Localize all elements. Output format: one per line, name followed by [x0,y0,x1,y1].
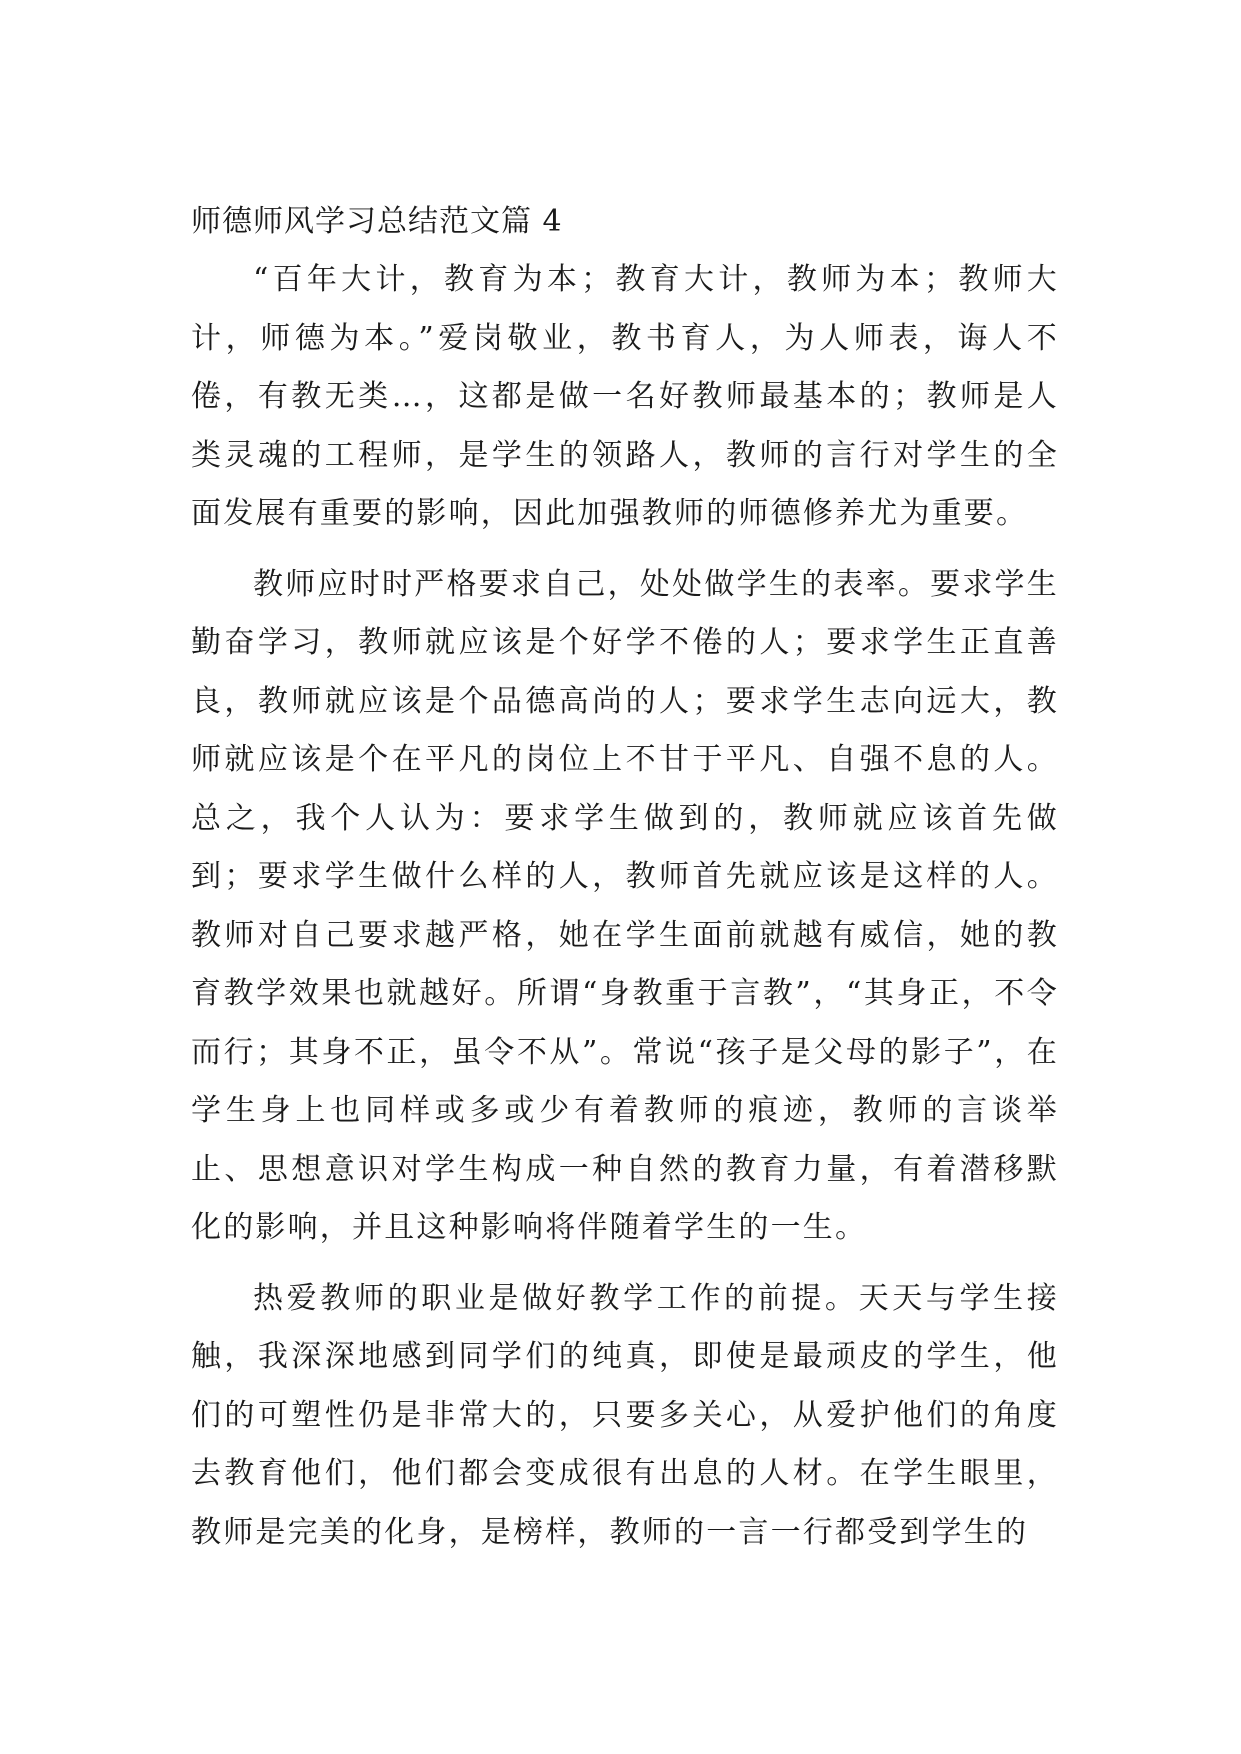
paragraph: 教师应时时严格要求自己，处处做学生的表率。要求学生勤奋学习，教师就应该是个好学不倦的人；要求学生正直善良，教师就应该是个品德高尚的人；要求学生志向远大，教师就应该是个在平凡的岗位上不甘于平凡、自强不息的人。总之，我个人认为：要求学生做到的，教师就应该首先做到；要求学生做什么样的人，教师首先就应该是这样的人。教师对自己要求越严格，她在学生面前就越有威信，她的教育教学效果也就越好。所谓“身教重于言教”，“其身正，不令而行；其身不正，虽令不从”。常说“孩子是父母的影子”，在学生身上也同样或多或少有着教师的痕迹，教师的言谈举止、思想意识对学生构成一种自然的教育力量，有着潜移默化的影响，并且这种影响将伴随着学生的一生。 [191,566,1059,1245]
document-body [191,193,1059,1562]
paragraph: “百年大计，教育为本；教育大计，教师为本；教师大计，师德为本。”爱岗敬业，教书育人，为人师表，诲人不倦，有教无类…，这都是做一名好教师最基本的；教师是人类灵魂的工程师，是学生的领路人，教师的言行对学生的全面发展有重要的影响，因此加强教师的师德修养尤为重要。 [191,262,1059,531]
paragraph: 热爱教师的职业是做好教学工作的前提。天天与学生接触，我深深地感到同学们的纯真，即使是最顽皮的学生，他们的可塑性仍是非常大的，只要多关心，从爱护他们的角度去教育他们，他们都会变成很有出息的人材。在学生眼里，教师是完美的化身，是榜样，教师的一言一行都受到学生的 [191,1280,1059,1550]
document-title: 师德师风学习总结范文篇 4 [191,204,563,239]
